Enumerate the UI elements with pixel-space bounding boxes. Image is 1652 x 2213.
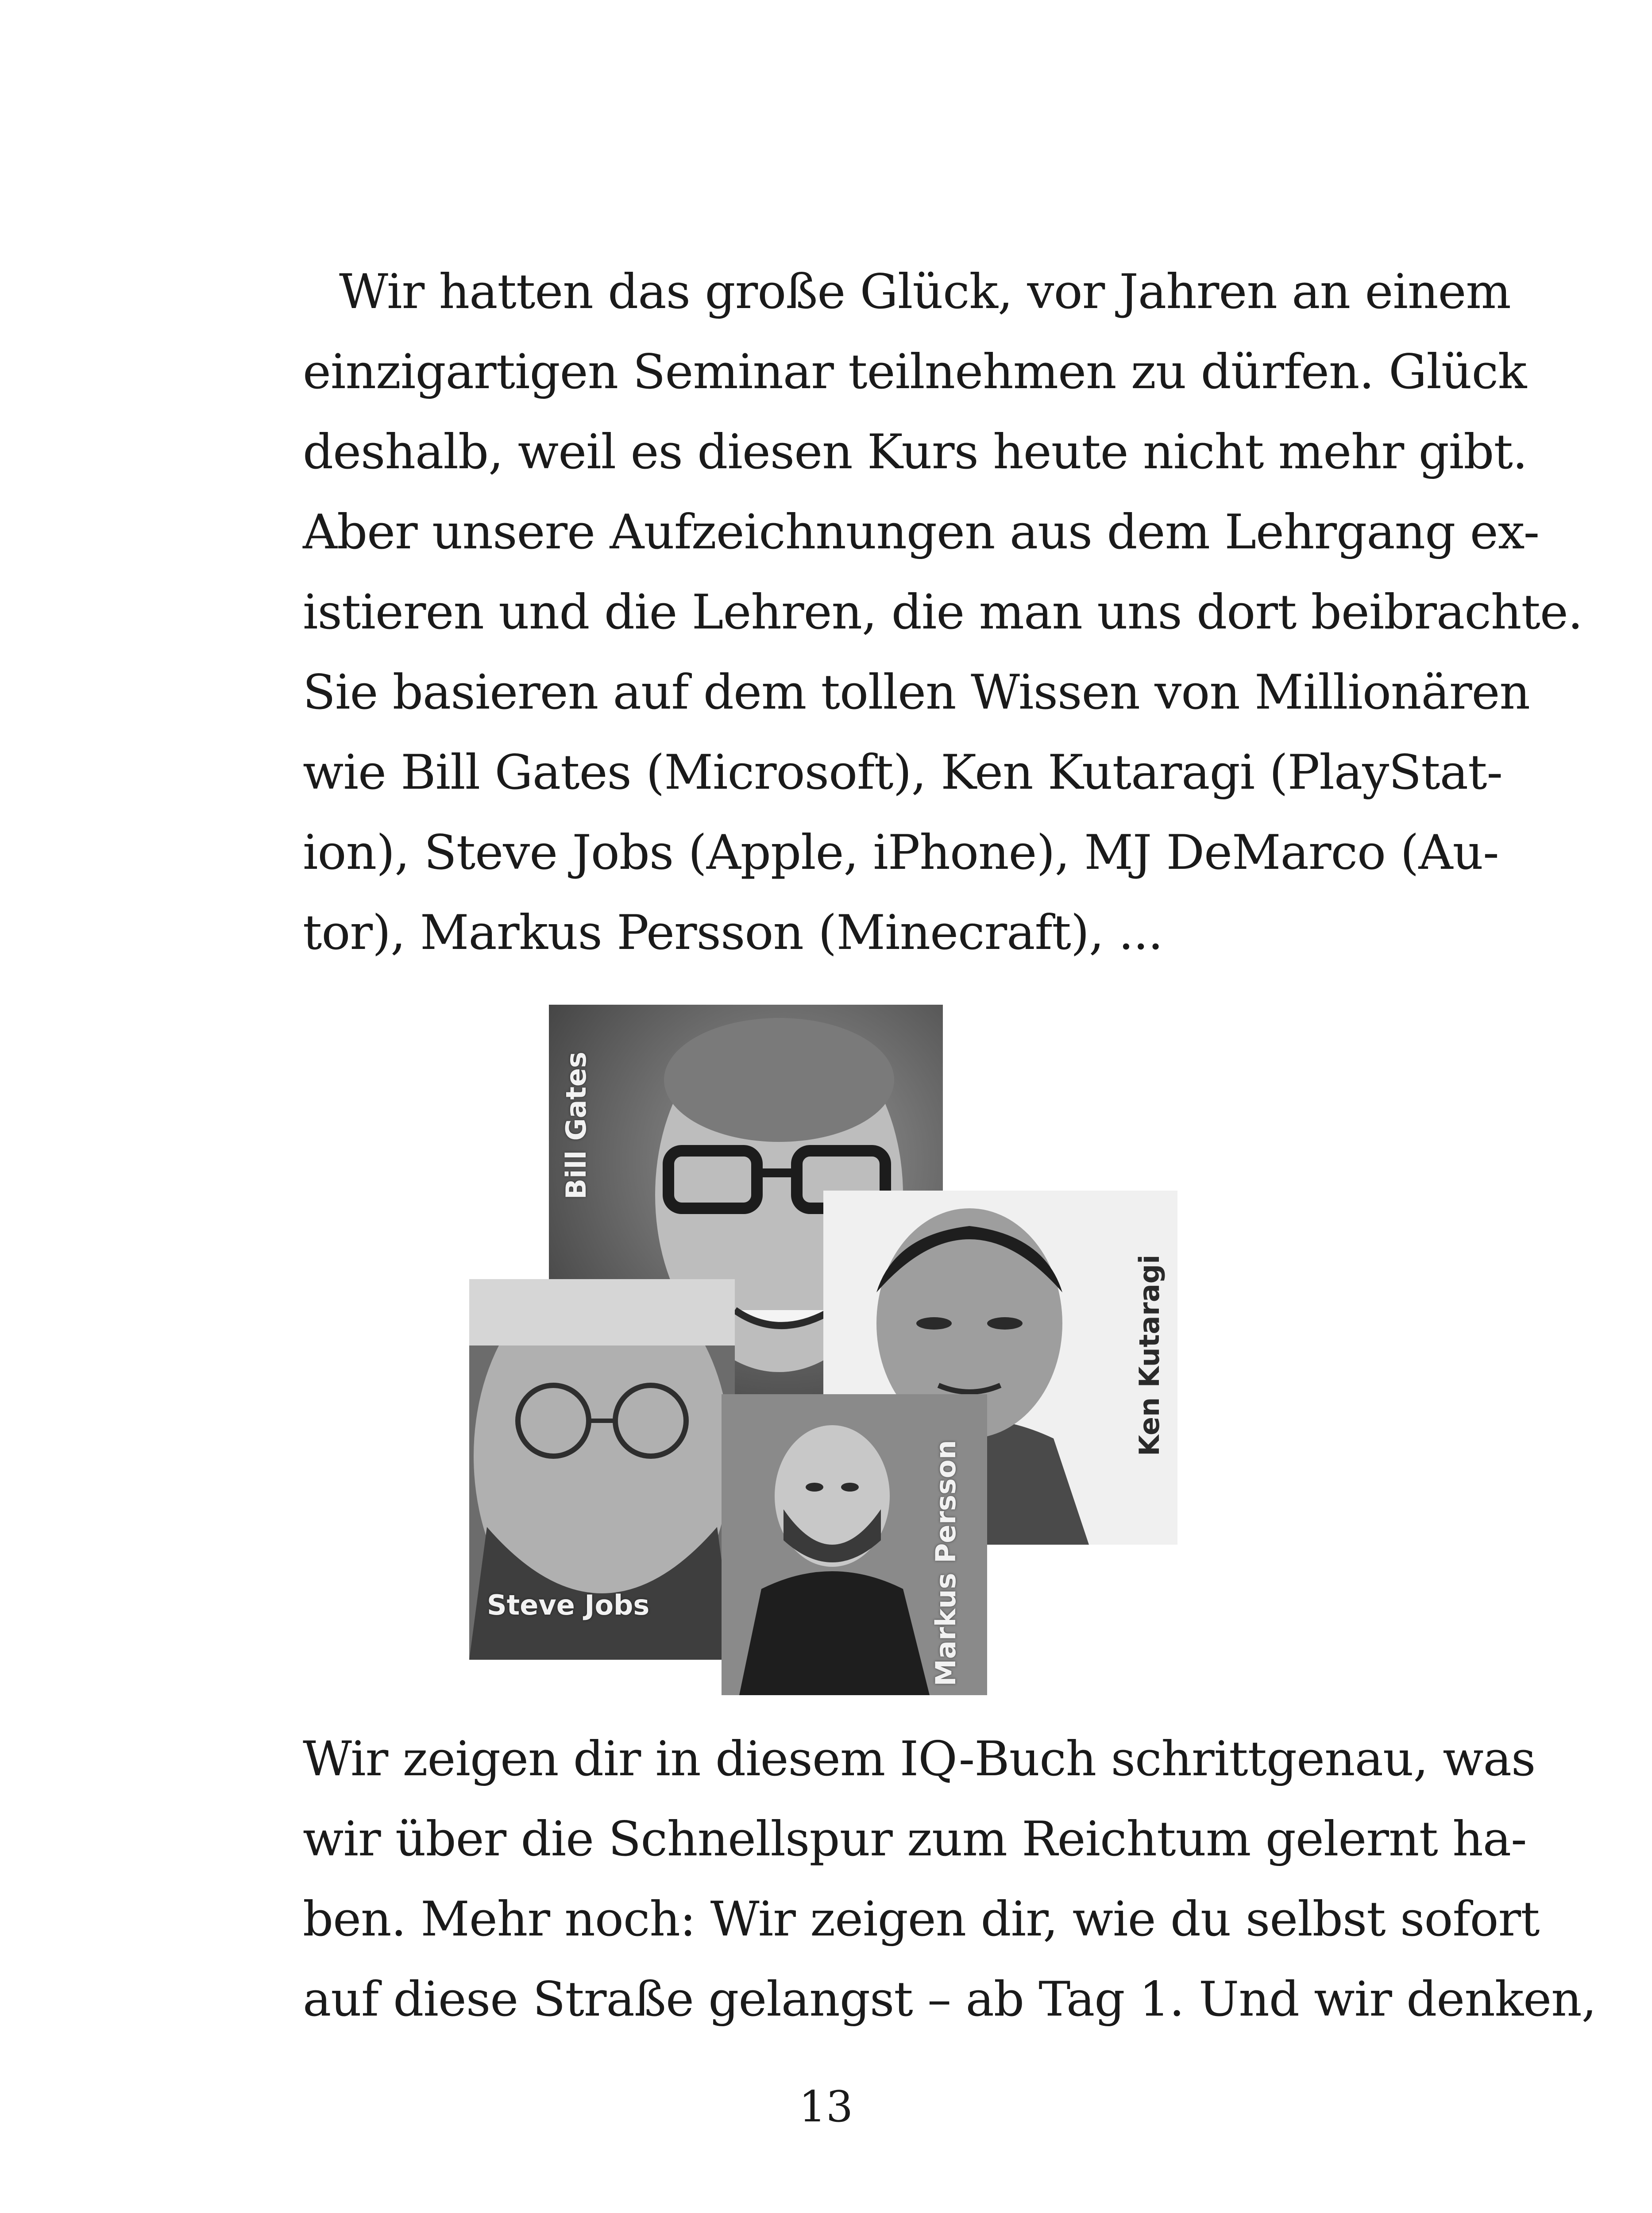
text-line: Aber unsere Aufzeichnungen aus dem Lehrgang ex- <box>303 505 1540 560</box>
text-line: Wir hatten das große Glück, vor Jahren an einem <box>339 264 1511 320</box>
markus-persson-label: Markus Persson <box>930 1440 962 1686</box>
ken-kutaragi-label: Ken Kutaragi <box>1133 1254 1166 1456</box>
text-line: wie Bill Gates (Microsoft), Ken Kutaragi (PlayStat- <box>303 745 1502 800</box>
text-line: einzigartigen Seminar teilnehmen zu dürfen. Glück <box>303 344 1527 400</box>
text-line: Sie basieren auf dem tollen Wissen von Millionären <box>303 665 1530 720</box>
text-line: deshalb, weil es diesen Kurs heute nicht mehr gibt. <box>303 424 1528 480</box>
bill-gates-label: Bill Gates <box>560 1052 592 1199</box>
text-line: ion), Steve Jobs (Apple, iPhone), MJ DeMarco (Au- <box>303 825 1499 880</box>
text-line: Wir zeigen dir in diesem IQ-Buch schrittgenau, was <box>303 1731 1536 1787</box>
page-number: 13 <box>799 2082 853 2132</box>
text-line: ben. Mehr noch: Wir zeigen dir, wie du selbst sofort <box>303 1892 1540 1947</box>
portrait-collage <box>469 1005 1177 1695</box>
steve-jobs-label: Steve Jobs <box>487 1589 650 1621</box>
text-line: wir über die Schnellspur zum Reichtum gelernt ha- <box>303 1812 1527 1867</box>
text-line: tor), Markus Persson (Minecraft), ... <box>303 905 1163 960</box>
text-line: istieren und die Lehren, die man uns dort beibrachte. <box>303 585 1583 640</box>
text-line: auf diese Straße gelangst – ab Tag 1. Und wir denken, <box>303 1972 1597 2027</box>
